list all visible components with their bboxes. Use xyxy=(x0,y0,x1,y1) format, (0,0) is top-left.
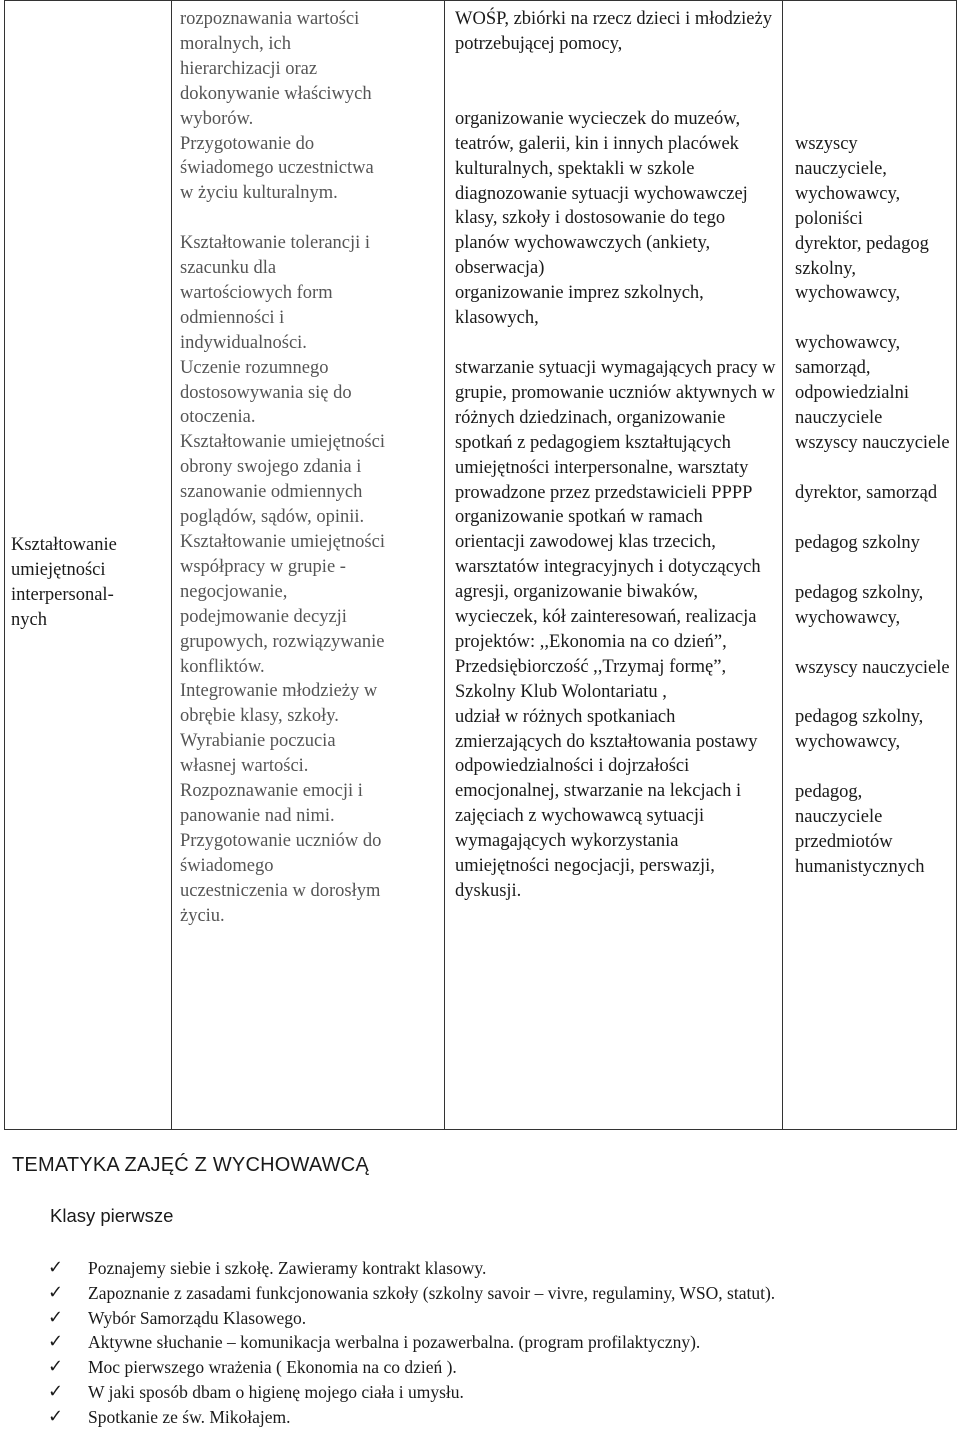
responsible-entry: wychowawcy, samorząd, odpowiedzialni nauczyciele xyxy=(795,333,910,429)
list-item-text: Moc pierwszego wrażenia ( Ekonomia na co dzień ). xyxy=(88,1357,457,1378)
checkmark-icon: ✓ xyxy=(48,1257,64,1278)
task-line: współpracy w grupie - xyxy=(180,556,346,577)
task-line: podejmowanie decyzji xyxy=(180,606,347,627)
task-line: szanowanie odmiennych xyxy=(180,482,363,503)
method-diagnosis: diagnozowanie sytuacji wychowawczej klasy, szkoły i dostosowanie do tego planów wychowawczych (ankiety, obserwacja) xyxy=(455,183,748,279)
list-item xyxy=(48,1306,953,1331)
task-line: otoczenia. xyxy=(180,407,256,428)
checkmark-icon: ✓ xyxy=(48,1331,64,1353)
task-line: dokonywanie właściwych xyxy=(180,83,372,104)
task-line: szacunku dla xyxy=(180,258,277,279)
responsible-entry: wszyscy nauczyciele xyxy=(795,657,950,678)
task-line: moralnych, ich xyxy=(180,33,291,54)
checkmark-icon: ✓ xyxy=(48,1356,64,1378)
task-line: obrony swojego zdania i xyxy=(180,457,362,478)
task-line: grupowych, rozwiązywanie xyxy=(180,631,385,652)
checkmark-icon: ✓ xyxy=(48,1405,64,1427)
area-cell xyxy=(5,1,172,1130)
tasks-cell xyxy=(172,1,445,1130)
checkmark-icon: ✓ xyxy=(48,1281,64,1303)
task-line: Wyrabianie poczucia xyxy=(180,731,336,752)
task-line: dostosowywania się do xyxy=(180,382,352,403)
task-line: Przygotowanie uczniów do xyxy=(180,830,382,851)
responsible-entry: wszyscy nauczyciele, wychowawcy, poloniści xyxy=(795,134,901,229)
task-line: Rozpoznawanie emocji i xyxy=(180,781,363,802)
task-line: uczestniczenia w dorosłym xyxy=(180,880,381,901)
task-line: panowanie nad nimi. xyxy=(180,805,335,826)
task-line: Uczenie rozumnego xyxy=(180,357,329,378)
section-subheading: Klasy pierwsze xyxy=(50,1205,174,1226)
method-meetings: udział w różnych spotkaniach zmierzających do kształtowania postawy odpowiedzialności i dojrzałości emocjonalnej, stwarzanie na lekcjach i zajęciach z wychowawcą sytuacji wymagających wykorzystania umiejętności negocjacji, perswazji, dyskusji. xyxy=(455,706,758,901)
list-item xyxy=(48,1355,953,1380)
content-table xyxy=(4,0,957,1130)
task-line: obrębie klasy, szkoły. xyxy=(180,706,339,727)
task-line: Kształtowanie umiejętności xyxy=(180,532,385,553)
area-line: interpersonal- xyxy=(11,585,114,605)
task-line: własnej wartości. xyxy=(180,756,309,777)
task-line: wyborów. xyxy=(180,108,254,129)
list-item-text: Wybór Samorządu Klasowego. xyxy=(88,1307,307,1328)
list-item xyxy=(48,1281,953,1306)
list-item xyxy=(48,1256,953,1281)
area-line: Kształtowanie xyxy=(11,535,117,556)
task-line: życiu. xyxy=(180,905,225,926)
method-events: organizowanie imprez szkolnych, klasowych, xyxy=(455,283,704,329)
task-line: Integrowanie młodzieży w xyxy=(180,681,378,702)
task-line: indywidualności. xyxy=(180,332,307,353)
methods-cell xyxy=(445,1,783,1130)
task-line: Kształtowanie umiejętności xyxy=(180,432,385,453)
topic-list xyxy=(48,1256,953,1430)
area-line: nych xyxy=(11,609,47,630)
responsible-entry: pedagog szkolny, wychowawcy, xyxy=(795,707,924,753)
list-item xyxy=(48,1405,953,1430)
method-wosp: WOŚP, zbiórki na rzecz dzieci i młodzieży potrzebującej pomocy, xyxy=(455,9,772,54)
task-line: hierarchizacji oraz xyxy=(180,58,318,79)
responsible-entry: pedagog szkolny, wychowawcy, xyxy=(795,582,924,628)
responsible-cell xyxy=(783,1,957,1130)
task-line: odmienności i xyxy=(180,307,285,328)
responsible-entry: dyrektor, samorząd xyxy=(795,482,938,503)
list-item xyxy=(48,1330,953,1355)
method-groupwork: stwarzanie sytuacji wymagających pracy w grupie, promowanie uczniów aktywnych w różnych dziedzinach, organizowanie spotkań z pedagogiem kształtujących umiejętności interpersonalne, warsztaty prowadzone przez przedstawicieli PPPP organizowanie spotkań w ramach orientacji zawodowej klas trzecich, warsztatów integracyjnych i dotyczących agresji, organizowanie biwaków, wycieczek, kół zainteresowań, realizacja projektów: ,,Ekonomia na co dzień”, Przedsiębiorczość ,,Trzymaj formę”, Szkolny Klub Wolontariatu , xyxy=(455,357,776,702)
task-line: wartościowych form xyxy=(180,282,333,303)
task-line: Przygotowanie do xyxy=(180,133,315,154)
task-spacer xyxy=(180,206,438,231)
checkmark-icon: ✓ xyxy=(48,1306,64,1328)
responsible-entry: pedagog szkolny xyxy=(795,532,920,553)
task-line: świadomego uczestnictwa xyxy=(180,158,374,179)
task-line: negocjowanie, xyxy=(180,581,288,602)
responsible-entry: pedagog, nauczyciele przedmiotów humanistycznych xyxy=(795,782,925,877)
responsible-entry: wszyscy nauczyciele xyxy=(795,432,950,453)
area-line: umiejętności xyxy=(11,560,106,581)
task-line: poglądów, sądów, opinii. xyxy=(180,507,365,528)
task-line: świadomego xyxy=(180,855,274,876)
task-line: rozpoznawania wartości xyxy=(180,9,360,29)
task-line: Kształtowanie tolerancji i xyxy=(180,233,371,254)
list-item xyxy=(48,1380,953,1405)
list-item-text: Poznajemy siebie i szkołę. Zawieramy kontrakt klasowy. xyxy=(88,1258,487,1278)
list-item-text: Spotkanie ze św. Mikołajem. xyxy=(88,1406,291,1427)
list-item-text: W jaki sposób dbam o higienę mojego ciała i umysłu. xyxy=(88,1381,464,1402)
checkmark-icon: ✓ xyxy=(48,1380,64,1402)
table-row xyxy=(5,1,957,1130)
method-trips: organizowanie wycieczek do muzeów, teatrów, galerii, kin i innych placówek kulturalnych, spektakli w szkole xyxy=(455,108,741,179)
list-item-text: Zapoznanie z zasadami funkcjonowania szkoły (szkolny savoir – vivre, regulaminy, WSO, statut). xyxy=(88,1282,776,1303)
task-line: konfliktów. xyxy=(180,656,265,677)
section-heading: TEMATYKA ZAJĘĆ Z WYCHOWAWCĄ xyxy=(12,1154,369,1176)
responsible-entry: dyrektor, pedagog szkolny, wychowawcy, xyxy=(795,233,929,304)
task-line: w życiu kulturalnym. xyxy=(180,183,338,204)
list-item-text: Aktywne słuchanie – komunikacja werbalna i pozawerbalna. (program profilaktyczny). xyxy=(88,1332,701,1353)
